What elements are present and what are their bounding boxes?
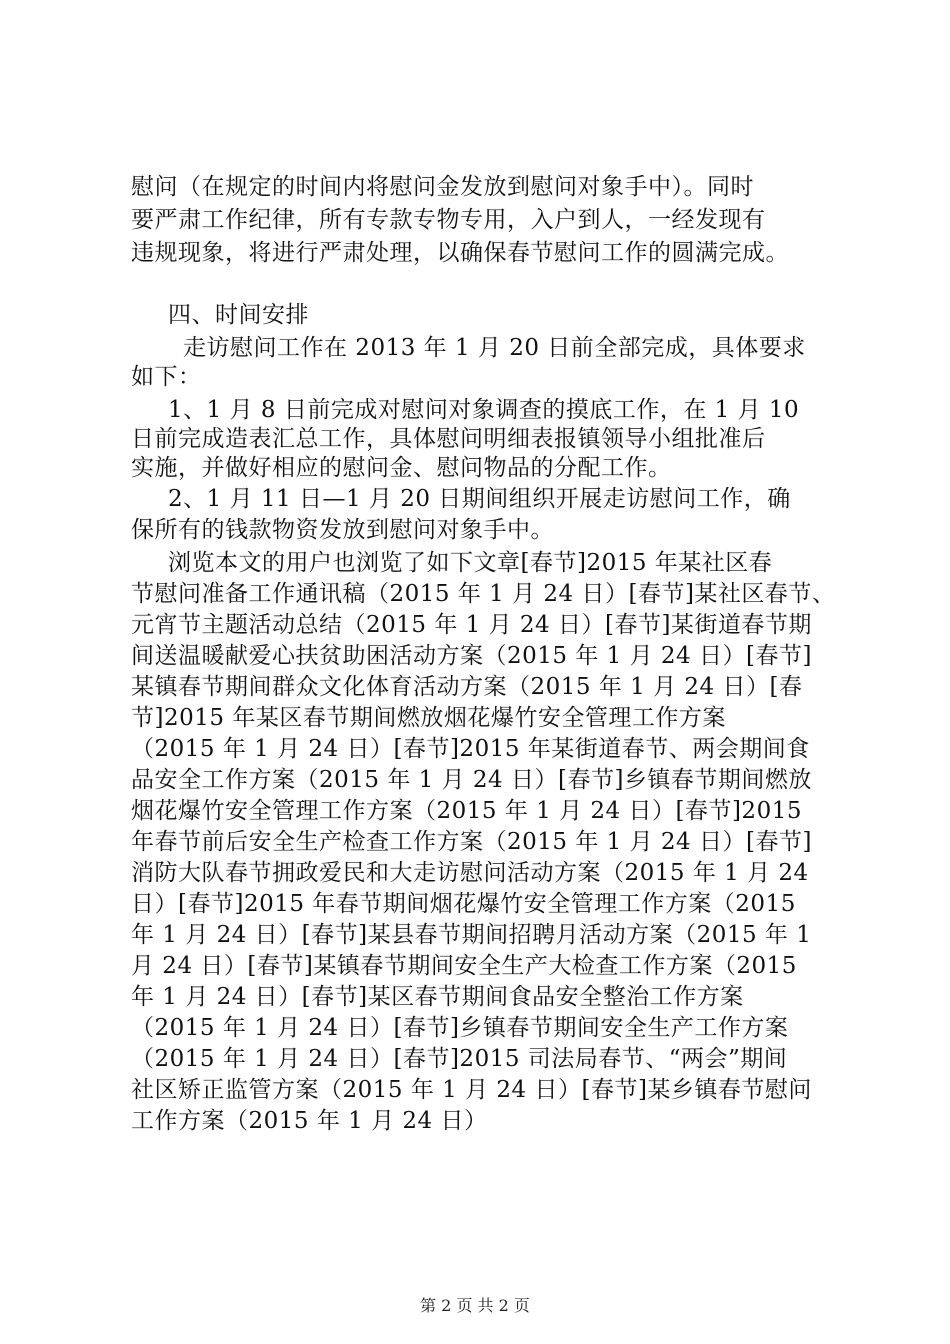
related-articles-line: 工作方案（2015 年 1 月 24 日） [131, 1108, 488, 1134]
related-articles-line: 日）[春节]2015 年春节期间烟花爆竹安全管理工作方案（2015 [131, 891, 796, 917]
page-footer: 第 2 页 共 2 页 [420, 1296, 530, 1315]
list-item-line: 保所有的钱款物资发放到慰问对象手中。 [131, 517, 554, 543]
related-articles-line: 浏览本文的用户也浏览了如下文章[春节]2015 年某社区春 [168, 550, 773, 576]
related-articles-line: 社区矫正监管方案（2015 年 1 月 24 日）[春节]某乡镇春节慰问 [131, 1077, 812, 1103]
related-articles-line: 年春节前后安全生产检查工作方案（2015 年 1 月 24 日）[春节] [131, 829, 812, 855]
related-articles-line: 烟花爆竹安全管理工作方案（2015 年 1 月 24 日）[春节]2015 [131, 798, 802, 824]
related-articles-line: 节慰问准备工作通讯稿（2015 年 1 月 24 日）[春节]某社区春节、 [131, 581, 836, 607]
related-articles-line: 间送温暖献爱心扶贫助困活动方案（2015 年 1 月 24 日）[春节] [131, 643, 812, 669]
related-articles-line: （2015 年 1 月 24 日）[春节]2015 年某街道春节、两会期间食 [131, 736, 810, 762]
paragraph-line: 走访慰问工作在 2013 年 1 月 20 日前全部完成，具体要求 [183, 335, 806, 361]
related-articles-line: （2015 年 1 月 24 日）[春节]乡镇春节期间安全生产工作方案 [131, 1015, 789, 1041]
paragraph-line: 慰问（在规定的时间内将慰问金发放到慰问对象手中）。同时 [131, 174, 754, 200]
related-articles-line: 消防大队春节拥政爱民和大走访慰问活动方案（2015 年 1 月 24 [131, 860, 809, 886]
related-articles-line: 月 24 日）[春节]某镇春节期间安全生产大检查工作方案（2015 [131, 953, 797, 979]
paragraph-line: 如下： [131, 364, 202, 390]
related-articles-line: （2015 年 1 月 24 日）[春节]2015 司法局春节、“两会”期间 [131, 1046, 788, 1072]
related-articles-line: 年 1 月 24 日）[春节]某区春节期间食品安全整治工作方案 [131, 984, 744, 1010]
list-item-line: 1、1 月 8 日前完成对慰问对象调查的摸底工作，在 1 月 10 [168, 397, 800, 423]
list-item-line: 日前完成造表汇总工作，具体慰问明细表报镇领导小组批准后 [131, 426, 766, 452]
list-item-line: 实施，并做好相应的慰问金、慰问物品的分配工作。 [131, 455, 672, 481]
paragraph-line: 违规现象，将进行严肃处理，以确保春节慰问工作的圆满完成。 [131, 240, 789, 266]
related-articles-line: 某镇春节期间群众文化体育活动方案（2015 年 1 月 24 日）[春 [131, 674, 803, 700]
related-articles-line: 元宵节主题活动总结（2015 年 1 月 24 日）[春节]某街道春节期 [131, 612, 812, 638]
section-heading: 四、时间安排 [168, 302, 309, 328]
list-item-line: 2、1 月 11 日—1 月 20 日期间组织开展走访慰问工作，确 [168, 486, 791, 512]
related-articles-line: 年 1 月 24 日）[春节]某县春节期间招聘月活动方案（2015 年 1 [131, 922, 812, 948]
related-articles-line: 节]2015 年某区春节期间燃放烟花爆竹安全管理工作方案 [131, 705, 726, 731]
related-articles-line: 品安全工作方案（2015 年 1 月 24 日）[春节]乡镇春节期间燃放 [131, 767, 812, 793]
paragraph-line: 要严肃工作纪律，所有专款专物专用，入户到人，一经发现有 [131, 207, 766, 233]
